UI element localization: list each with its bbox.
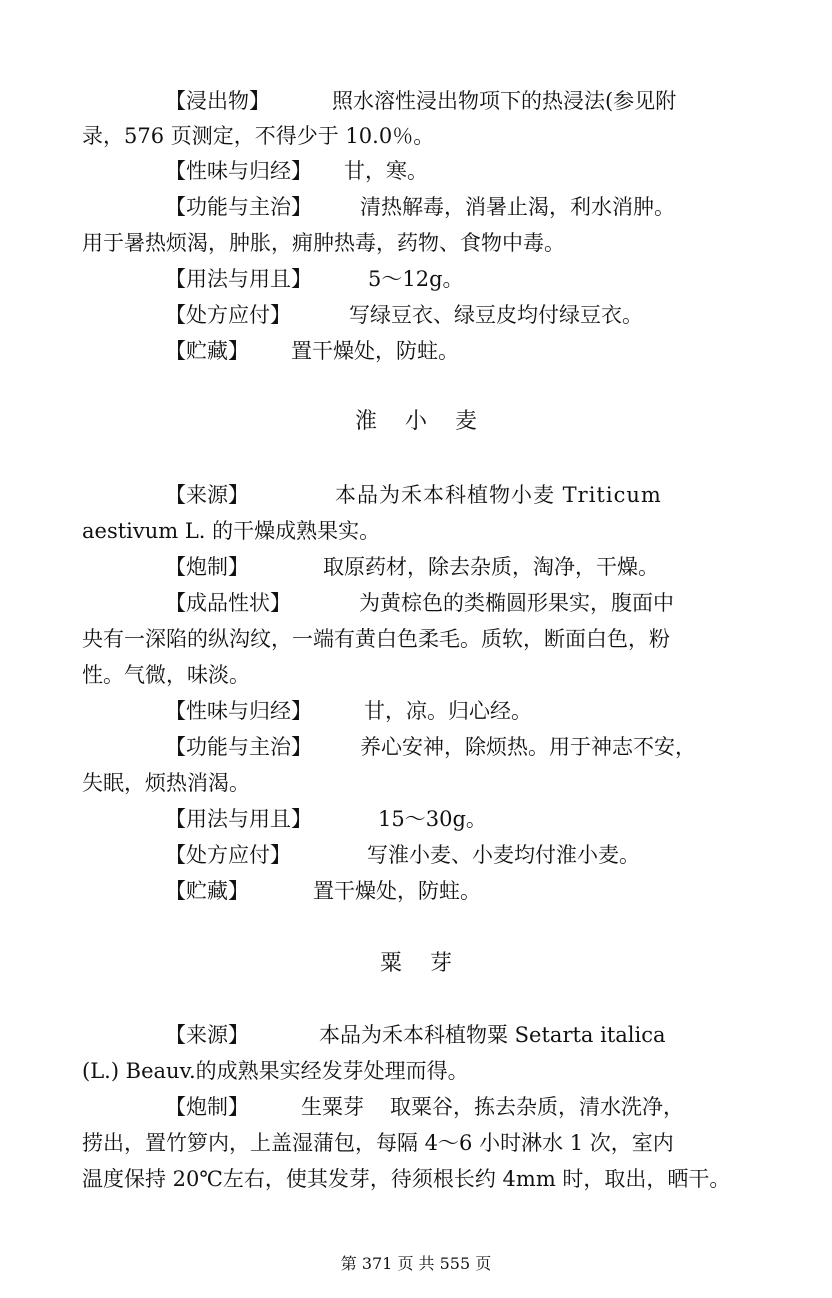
field-label: 【功能与主治】 xyxy=(165,735,312,759)
field-text: 取粟谷，拣去杂质，清水洗净， xyxy=(390,1095,684,1119)
field-text: 15～30g。 xyxy=(378,807,487,831)
paragraph-line xyxy=(82,660,250,690)
field-label: 【来源】 xyxy=(165,1023,249,1047)
field-text: 为黄棕色的类椭圆形果实，腹面中 xyxy=(359,591,674,615)
field-text: 甘，寒。 xyxy=(344,159,428,183)
paragraph-line xyxy=(82,516,380,546)
title-char: 芽 xyxy=(430,951,453,976)
paragraph-line xyxy=(82,1056,469,1086)
paragraph-line xyxy=(165,876,481,906)
paragraph-line xyxy=(165,300,643,330)
title-char: 淮 xyxy=(354,409,377,434)
section-title xyxy=(0,948,832,980)
field-text: 录，576 页测定，不得少于 10.0％。 xyxy=(82,124,435,148)
field-label: 【来源】 xyxy=(165,483,249,507)
field-label: 【浸出物】 xyxy=(165,89,270,113)
field-text: 写绿豆衣、绿豆皮均付绿豆衣。 xyxy=(349,303,643,327)
paragraph-line xyxy=(82,768,250,798)
field-label: 【贮藏】 xyxy=(165,339,249,363)
field-text: 5～12g。 xyxy=(368,267,464,291)
paragraph-line xyxy=(165,1092,684,1122)
title-char: 粟 xyxy=(379,951,402,976)
field-text: 置干燥处，防蛀。 xyxy=(313,879,481,903)
paragraph-line xyxy=(165,732,696,762)
paragraph-line xyxy=(165,86,676,116)
field-label: 【功能与主治】 xyxy=(165,195,312,219)
paragraph-line xyxy=(82,1164,730,1194)
field-text: 温度保持 20℃左右，使其发芽，待须根长约 4mm 时，取出，晒干。 xyxy=(82,1167,731,1191)
paragraph-line xyxy=(82,121,434,151)
paragraph-line xyxy=(165,264,464,294)
field-text: (L.) Beauv.的成熟果实经发芽处理而得。 xyxy=(82,1059,469,1083)
field-text: 置干燥处，防蛀。 xyxy=(291,339,459,363)
paragraph-line xyxy=(165,552,659,582)
page-footer: 第 371 页 共 555 页 xyxy=(340,1254,492,1273)
section-title xyxy=(0,406,832,438)
paragraph-line xyxy=(82,1128,674,1158)
paragraph-line xyxy=(82,228,565,258)
title-char: 小 xyxy=(404,409,427,434)
field-label: 【贮藏】 xyxy=(165,879,249,903)
paragraph-line xyxy=(165,696,532,726)
field-label: 【成品性状】 xyxy=(165,591,291,615)
paragraph-line xyxy=(165,192,675,222)
field-label: 【性味与归经】 xyxy=(165,699,312,723)
paragraph-line xyxy=(82,624,670,654)
field-text: 甘，凉。归心经。 xyxy=(364,699,532,723)
paragraph-line xyxy=(165,840,640,870)
title-char: 麦 xyxy=(455,409,478,434)
field-text: 养心安神，除烦热。用于神志不安， xyxy=(360,735,696,759)
field-text: 本品为禾本科植物小麦 Triticum xyxy=(335,483,662,507)
field-label: 【用法与用且】 xyxy=(165,267,312,291)
field-text: 捞出，置竹箩内，上盖湿蒲包，每隔 4～6 小时淋水 1 次，室内 xyxy=(82,1131,674,1155)
field-label: 【处方应付】 xyxy=(165,843,291,867)
field-text: 本品为禾本科植物粟 Setarta italica xyxy=(319,1023,666,1047)
field-text: 写淮小麦、小麦均付淮小麦。 xyxy=(367,843,640,867)
field-label: 【处方应付】 xyxy=(165,303,291,327)
field-text: 清热解毒，消暑止渴，利水消肿。 xyxy=(360,195,675,219)
field-label: 【用法与用且】 xyxy=(165,807,312,831)
field-text: 取原药材，除去杂质，淘净，干燥。 xyxy=(323,555,659,579)
field-text: aestivum L. 的干燥成熟果实。 xyxy=(82,519,381,543)
field-subheading: 生粟芽 xyxy=(301,1095,364,1119)
field-text: 用于暑热烦渴，肿胀，痈肿热毒，药物、食物中毒。 xyxy=(82,231,565,255)
field-label: 【炮制】 xyxy=(165,555,249,579)
paragraph-line xyxy=(165,156,428,186)
paragraph-line xyxy=(165,1020,666,1050)
field-text: 照水溶性浸出物项下的热浸法(参见附 xyxy=(332,89,677,113)
field-text: 央有一深陷的纵沟纹，一端有黄白色柔毛。质软，断面白色，粉 xyxy=(82,627,670,651)
field-text: 性。气微，味淡。 xyxy=(82,663,250,687)
field-text: 失眠，烦热消渴。 xyxy=(82,771,250,795)
paragraph-line xyxy=(165,480,662,510)
paragraph-line xyxy=(165,804,487,834)
field-label: 【炮制】 xyxy=(165,1095,249,1119)
paragraph-line xyxy=(165,336,459,366)
paragraph-line xyxy=(165,588,674,618)
field-label: 【性味与归经】 xyxy=(165,159,312,183)
